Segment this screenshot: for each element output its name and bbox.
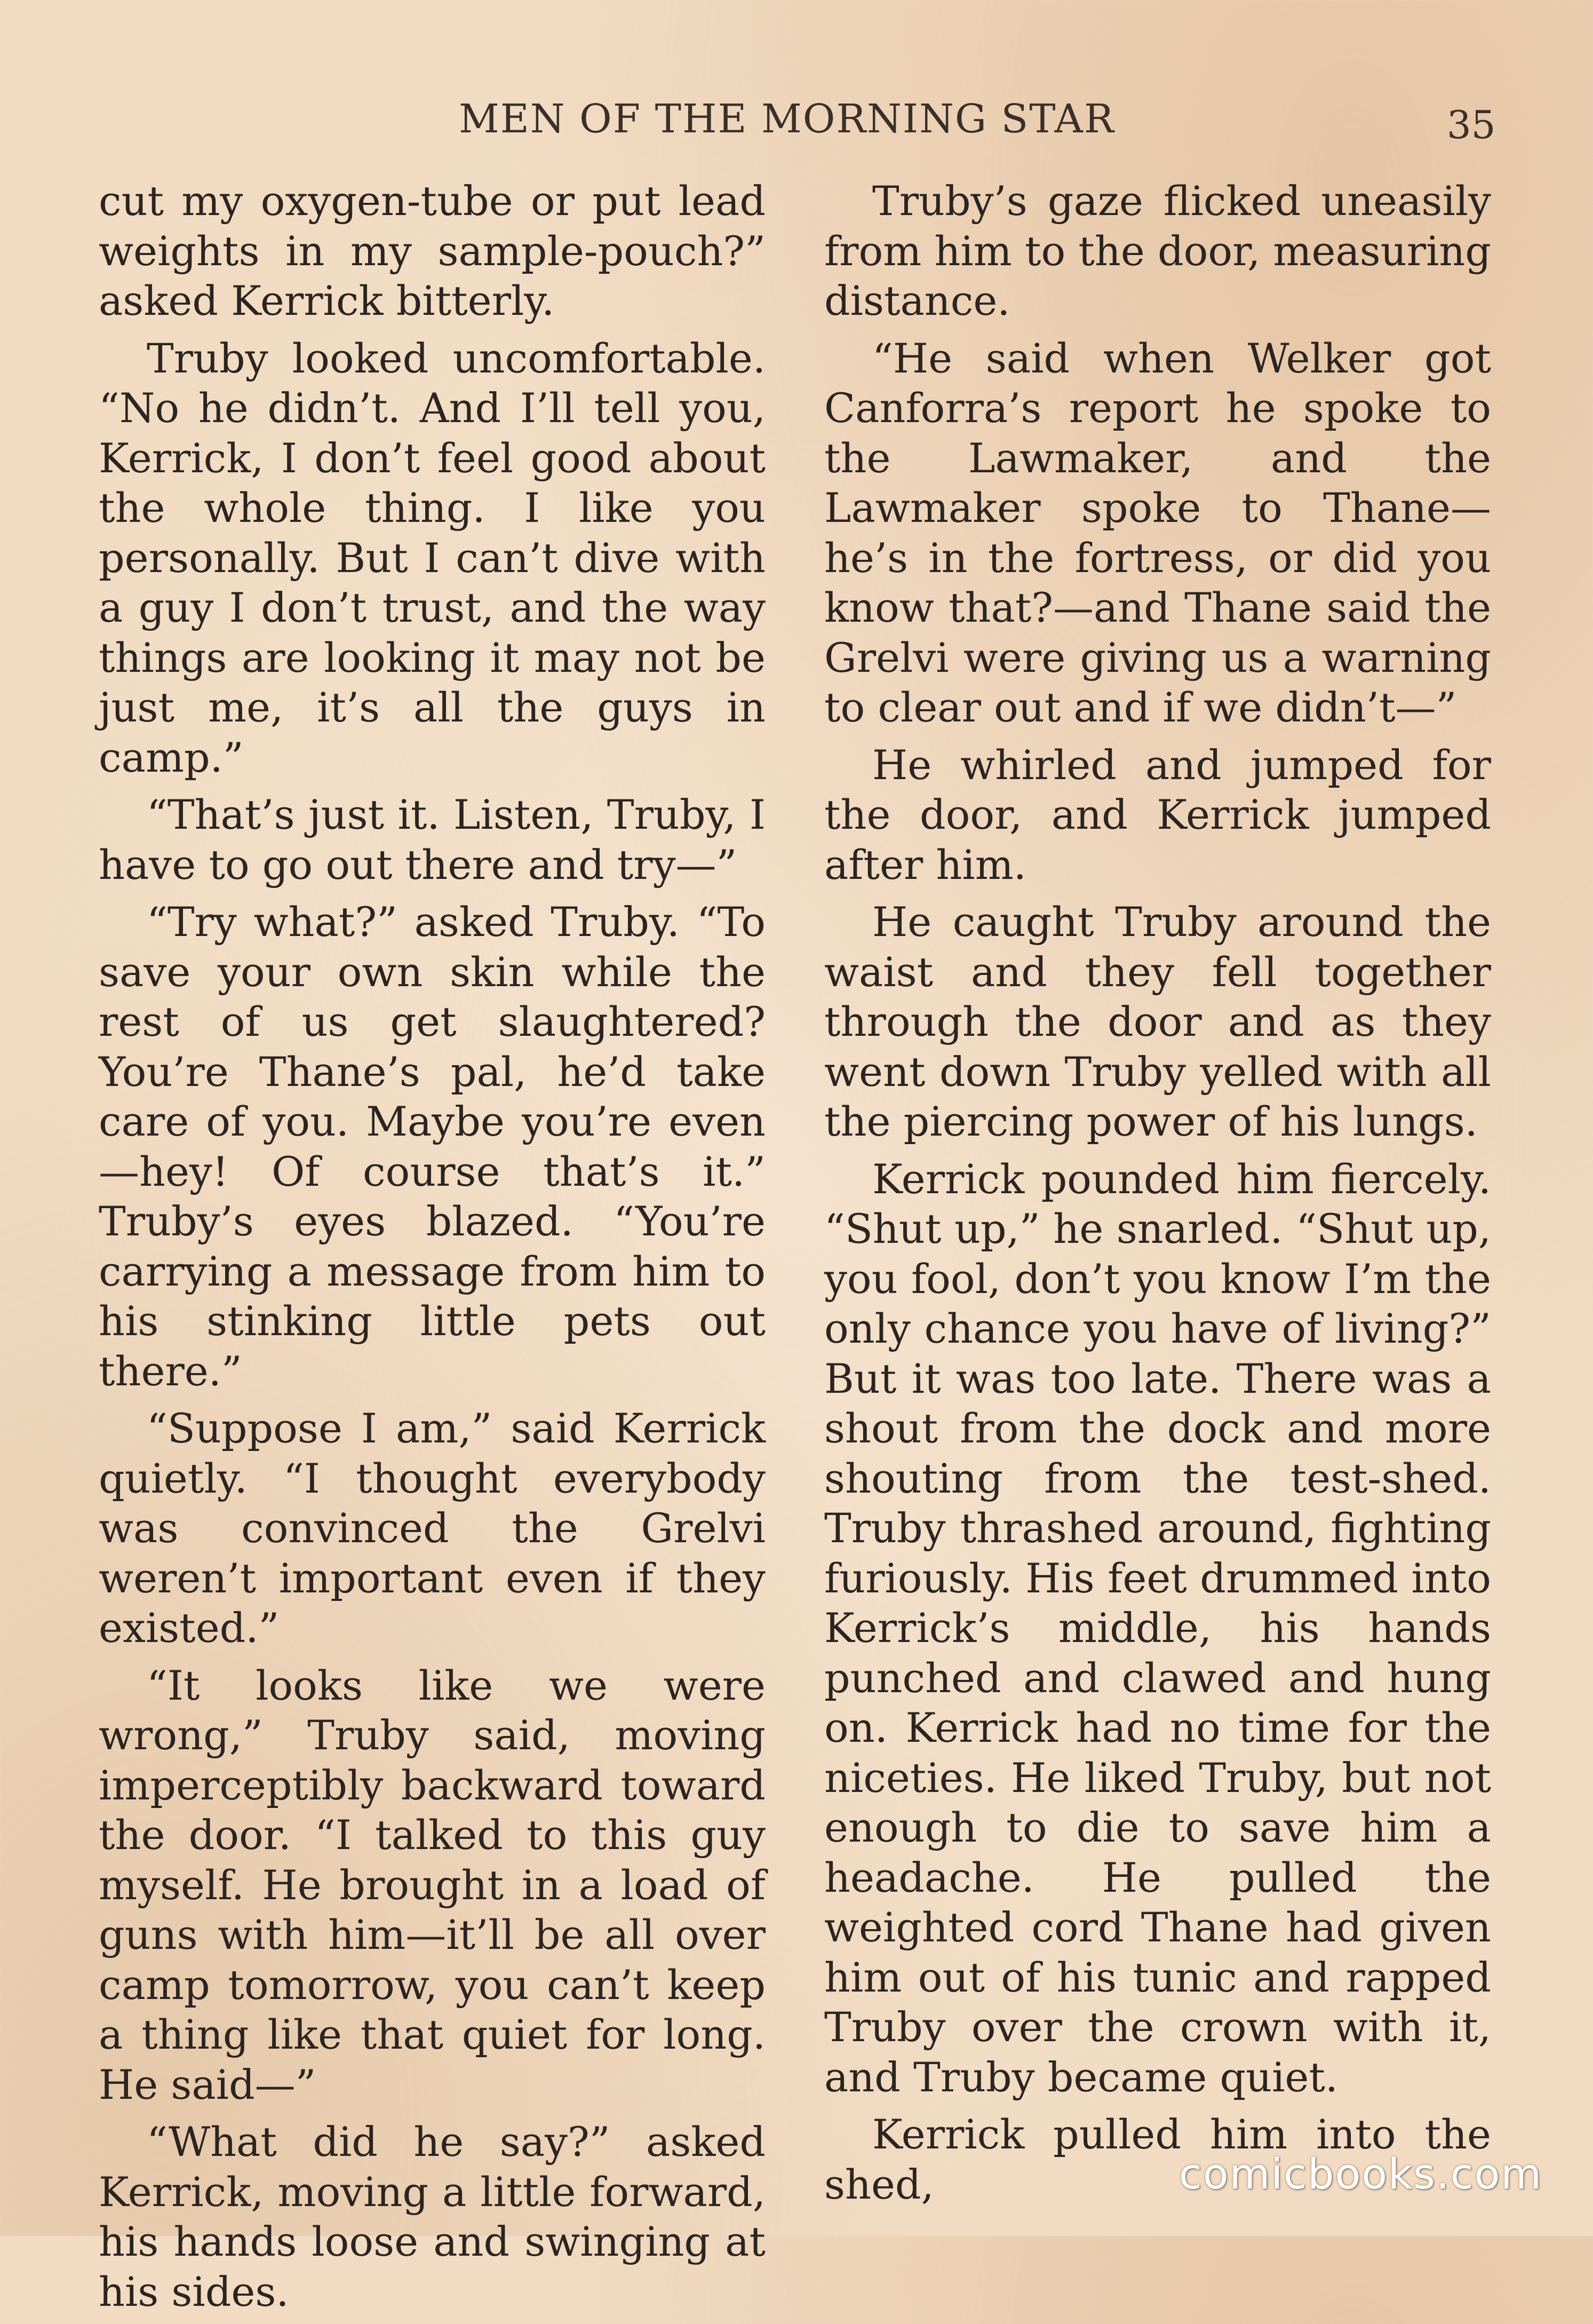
paragraph: Kerrick pulled him into the shed, (824, 2111, 1491, 2208)
paragraph: Kerrick pounded him fiercely. “Shut up,” he snarled. “Shut up, you fool, don’t you know I’m the only chance you have of living?” But it was too late. There was a shout from the dock and more shouting from the test-shed. Truby thrashed around, fighting furiously. His feet drummed into Kerrick’s middle, his hands punched and clawed and hung on. Kerrick had no time for the niceties. He liked Truby, but not enough to die to save him a headache. He pulled the weighted cord Thane had given him out of his tunic and rapped Truby over the crown with it, and Truby became quiet. (824, 1155, 1491, 2101)
paragraph: “What did he say?” asked Kerrick, moving a little forward, his hands loose and swinging at his sides. (99, 2118, 766, 2315)
left-column (99, 176, 766, 2324)
paragraph: Truby’s gaze flicked uneasily from him to the door, measuring distance. (824, 177, 1491, 324)
running-title: MEN OF THE MORNING STAR (459, 96, 1115, 142)
page-header (0, 96, 1593, 155)
page-number: 35 (1447, 102, 1496, 147)
paragraph: “Suppose I am,” said Kerrick quietly. “I thought everybody was convinced the Grelvi weren’t important even if they existed.” (99, 1405, 766, 1652)
right-column (824, 176, 1491, 2217)
paragraph: “He said when Welker got Canforra’s report he spoke to the Lawmaker, and the Lawmaker spoke to Thane—he’s in the fortress, or did you know that?—and Thane said the Grelvi were giving us a warning to clear out and if we didn’t—” (824, 334, 1491, 731)
paragraph: “It looks like we were wrong,” Truby said, moving imperceptibly backward toward the door. “I talked to this guy myself. He brought in a load of guns with him—it’ll be all over camp tomorrow, you can’t keep a thing like that quiet for long. He said—” (99, 1661, 766, 2108)
paragraph: “That’s just it. Listen, Truby, I have to go out there and try—” (99, 791, 766, 889)
watermark: comicbooks.com (1179, 2151, 1543, 2199)
paragraph: He caught Truby around the waist and they fell together through the door and as they went down Truby yelled with all the piercing power of his lungs. (824, 898, 1491, 1145)
paragraph: He whirled and jumped for the door, and Kerrick jumped after him. (824, 741, 1491, 889)
paragraph: “Try what?” asked Truby. “To save your own skin while the rest of us get slaughtered? You’re Thane’s pal, he’d take care of you. Maybe you’re even—hey! Of course that’s it.” Truby’s eyes blazed. “You’re carrying a message from him to his stinking little pets out there.” (99, 898, 766, 1395)
paragraph: Truby looked uncomfortable. “No he didn’t. And I’ll tell you, Kerrick, I don’t feel good about the whole thing. I like you personally. But I can’t dive with a guy I don’t trust, and the way things are looking it may not be just me, it’s all the guys in camp.” (99, 334, 766, 781)
paragraph: cut my oxygen-tube or put lead weights in my sample-pouch?” asked Kerrick bitterly. (99, 177, 766, 324)
